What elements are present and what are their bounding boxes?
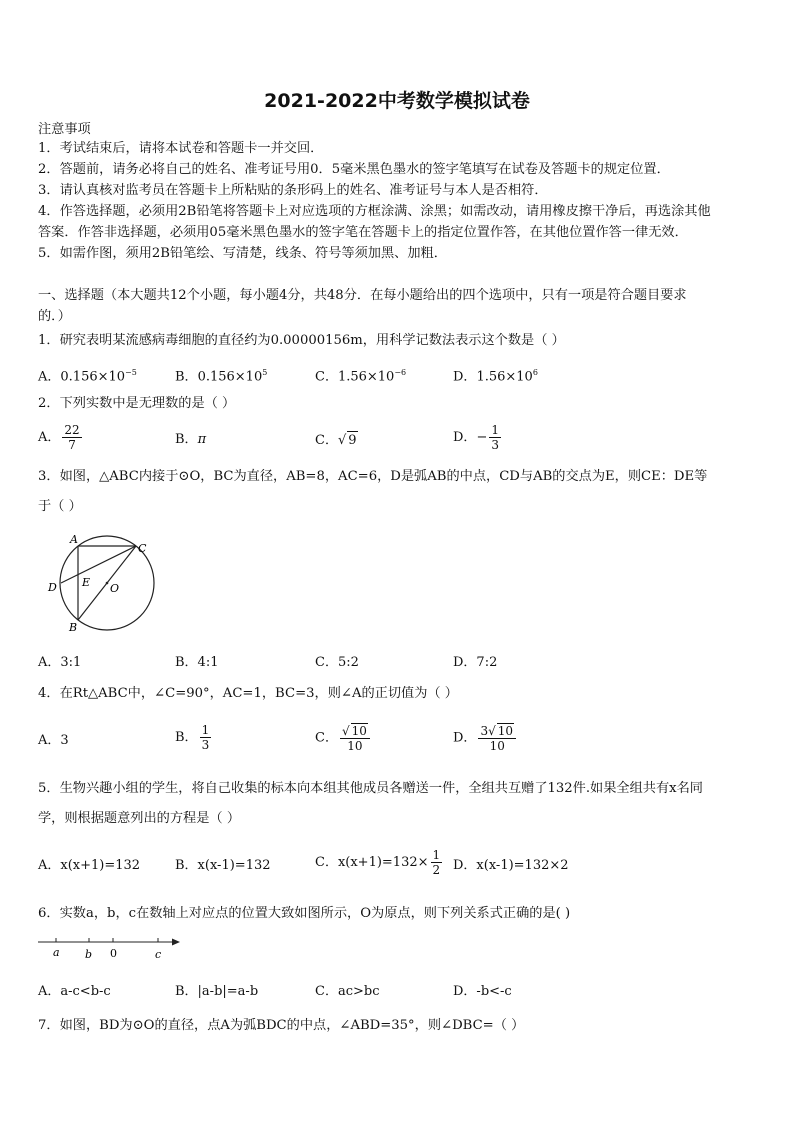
q6-option-a[interactable]: A．a-c<b-c bbox=[38, 984, 111, 999]
label-o: O bbox=[110, 582, 120, 595]
label-b: b bbox=[85, 948, 93, 961]
question-7-stem: 7．如图，BD为⊙O的直径，点A为弧BDC的中点，∠ABD=35°，则∠DBC=（ ） bbox=[38, 1018, 525, 1033]
q2-option-d[interactable]: D．− $\frac{1}{3}$ bbox=[453, 423, 499, 452]
label-a: a bbox=[53, 946, 60, 959]
sqrt-symbol: √ bbox=[337, 433, 347, 448]
q3-option-c[interactable]: C．5:2 bbox=[315, 655, 359, 670]
q3-circle-figure bbox=[40, 528, 170, 640]
question-5-stem: 5．生物兴趣小组的学生，将自己收集的标本向本组其他成员各赠送一件，全组共互赠了132件.如果全组共有x名同 bbox=[38, 781, 703, 796]
label-c: c bbox=[155, 948, 162, 961]
q1-option-b[interactable]: B．$0.156\times 10^5$ bbox=[175, 368, 268, 385]
question-5-stem-cont: 学，则根据题意列出的方程是（ ） bbox=[38, 811, 241, 826]
q2-option-a[interactable]: A． $\frac{22}{7}$ bbox=[38, 423, 80, 452]
q5-option-c[interactable]: C．x(x+1)=132× $\frac{1}{2}$ bbox=[315, 848, 441, 877]
q1-option-c[interactable]: C．$1.56\times 10^{-6}$ bbox=[315, 368, 407, 385]
fraction: $\frac{√ 10}{10}$ bbox=[340, 723, 370, 753]
q2-option-c[interactable]: C．√ 9 bbox=[315, 433, 357, 448]
q5-option-b[interactable]: B．x(x-1)=132 bbox=[175, 858, 271, 873]
fraction: $\frac{22}{7}$ bbox=[64, 423, 80, 452]
fraction: $\frac{1}{2}$ bbox=[432, 848, 441, 877]
q5-option-a[interactable]: A．x(x+1)=132 bbox=[38, 858, 141, 873]
q6-option-c[interactable]: C．ac>bc bbox=[315, 984, 380, 999]
q4-option-c[interactable]: C． $\frac{√ 10}{10}$ bbox=[315, 723, 372, 753]
question-1-stem: 1．研究表明某流感病毒细胞的直径约为0.00000156m，用科学记数法表示这个数是（ ） bbox=[38, 333, 565, 348]
center-point bbox=[106, 582, 109, 585]
q5-option-d[interactable]: D．x(x-1)=132×2 bbox=[453, 858, 569, 873]
label-c: C bbox=[138, 542, 147, 555]
section-heading: 一、选择题（本大题共12个小题，每小题4分，共48分．在每小题给出的四个选项中，只有一项是符合题目要求 bbox=[38, 288, 687, 303]
page-title: 2021-2022中考数学模拟试卷 bbox=[264, 90, 530, 112]
notice-item: 1．考试结束后，请将本试卷和答题卡一并交回． bbox=[38, 141, 324, 156]
q1-option-d[interactable]: D．$1.56\times 10^6$ bbox=[453, 368, 538, 385]
question-3-stem-cont: 于（ ） bbox=[38, 499, 82, 514]
fraction: $\frac{1}{3}$ bbox=[201, 723, 210, 752]
notice-item: 4．作答选择题，必须用2B铅笔将答题卡上对应选项的方框涂满、涂黑；如需改动，请用橡皮擦干净后，再选涂其他 bbox=[38, 204, 711, 219]
q3-option-b[interactable]: B．4:1 bbox=[175, 655, 219, 670]
fraction: $\frac{1}{3}$ bbox=[491, 423, 499, 452]
question-4-stem: 4．在Rt△ABC中，∠C=90°，AC=1，BC=3，则∠A的正切值为（ ） bbox=[38, 686, 458, 701]
q4-option-b[interactable]: B． $\frac{1}{3}$ bbox=[175, 723, 210, 752]
label-a: A bbox=[70, 533, 78, 546]
label-b: B bbox=[69, 621, 78, 634]
q1-option-a[interactable]: A．$0.156\times 10^{-5}$ bbox=[38, 368, 137, 385]
q6-option-d[interactable]: D．-b<-c bbox=[453, 984, 512, 999]
question-3-stem: 3．如图，△ABC内接于⊙O，BC为直径，AB=8，AC=6，D是弧AB的中点，CD与AB的交点为E，则CE：DE等 bbox=[38, 469, 708, 484]
label-zero: 0 bbox=[110, 947, 117, 960]
q3-option-d[interactable]: D．7:2 bbox=[453, 655, 498, 670]
q6-number-line bbox=[36, 932, 186, 962]
notice-item: 2．答题前，请务必将自己的姓名、准考证号用0．5毫米黑色墨水的签字笔填写在试卷及答题卡的规定位置． bbox=[38, 162, 670, 177]
q3-option-a[interactable]: A．3:1 bbox=[38, 655, 82, 670]
q4-option-a[interactable]: A．3 bbox=[38, 733, 69, 748]
q6-option-b[interactable]: B．|a-b|=a-b bbox=[175, 984, 259, 999]
q2-option-b[interactable]: B．π bbox=[175, 432, 207, 447]
notice-item: 3．请认真核对监考员在答题卡上所粘贴的条形码上的姓名、准考证号与本人是否相符． bbox=[38, 183, 548, 198]
notice-heading: 注意事项 bbox=[38, 122, 91, 137]
label-d: D bbox=[48, 581, 57, 594]
q4-option-d[interactable]: D． $\frac{3√ 10}{10}$ bbox=[453, 723, 518, 753]
label-e: E bbox=[82, 576, 91, 589]
axis-arrow bbox=[172, 939, 180, 946]
fraction: $\frac{3√ 10}{10}$ bbox=[478, 723, 516, 753]
notice-item: 5．如需作图，须用2B铅笔绘、写清楚，线条、符号等须加黑、加粗． bbox=[38, 246, 447, 261]
notice-item: 答案．作答非选择题，必须用05毫米黑色墨水的签字笔在答题卡上的指定位置作答，在其他位置作答一律无效． bbox=[38, 225, 688, 240]
section-heading-cont: 的．） bbox=[38, 309, 71, 324]
question-2-stem: 2．下列实数中是无理数的是（ ） bbox=[38, 396, 236, 411]
question-6-stem: 6．实数a，b，c在数轴上对应点的位置大致如图所示，O为原点，则下列关系式正确的是( ) bbox=[38, 906, 571, 921]
